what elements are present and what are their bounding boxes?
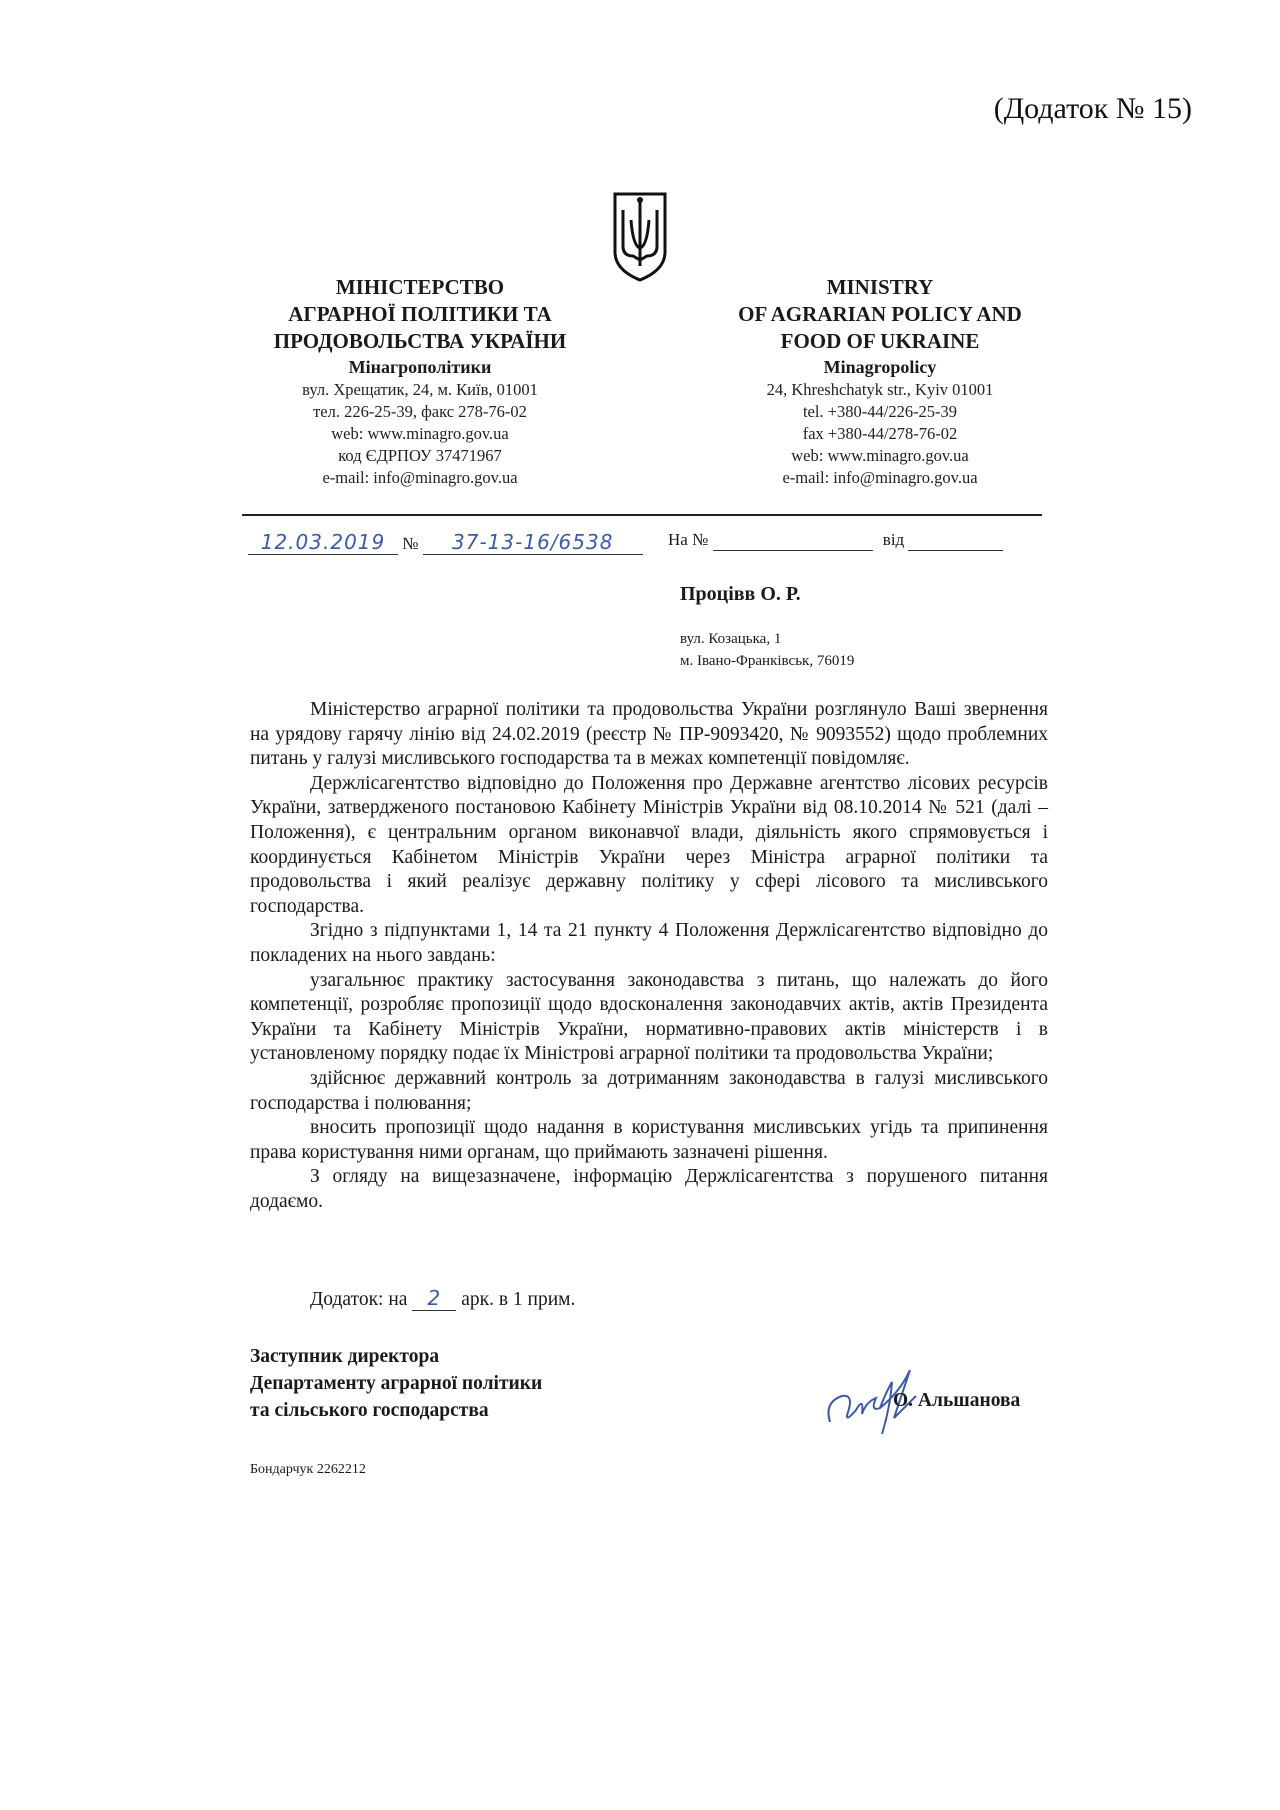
org-short-name: Minagropolicy (823, 357, 937, 377)
letterhead-en (690, 274, 1070, 489)
executor-line: Бондарчук 2262212 (250, 1462, 366, 1477)
body-paragraph: Держлісагентство відповідно до Положення про Державне агентство лісових ресурсів України, затвердженого постановою Кабінету Міністрів України від 08.10.2014 № 521 (далі – Положення), є центральним органом виконавчої влади, діяльність якого спрямовується і координується Кабінетом Міністрів України через Міністра аграрної політики та продовольства і який реалізує державну політику у сфері лісового та мисливського господарства. (250, 772, 1048, 917)
signatory-title (250, 1343, 542, 1424)
contact-line: web: www.minagro.gov.ua (331, 424, 509, 443)
attachment-prefix: Додаток: на (310, 1289, 408, 1310)
attachment-count: 2 (412, 1286, 456, 1311)
contact-line: fax +380-44/278-76-02 (802, 424, 958, 443)
contact-line: код ЄДРПОУ 37471967 (338, 446, 502, 465)
body-paragraph: узагальнює практику застосування законодавства з питань, що належать до його компетенції, розробляє пропозиції щодо вдосконалення законодавчих актів, актів Президента України та Кабінету Міністрів України, нормативно-правових актів міністерств і в установленому порядку подає їх Міністрові аграрної політики та продовольства України; (250, 969, 1048, 1065)
attachment-suffix: арк. в 1 прим. (461, 1289, 576, 1310)
reply-to-blank (713, 530, 873, 551)
attachment-line (310, 1286, 575, 1311)
org-name-line: FOOD OF UKRAINE (780, 329, 980, 353)
contact-line: тел. 226-25-39, факс 278-76-02 (313, 402, 527, 421)
org-name-line: MINISTRY (826, 275, 934, 299)
letterhead-ua (230, 274, 610, 489)
reply-to-label: На № (668, 530, 709, 549)
signatory-name: О. Альшанова (893, 1390, 1021, 1411)
annex-label: (Додаток № 15) (993, 92, 1192, 125)
body-paragraph: Міністерство аграрної політики та продовольства України розглянуло Ваші звернення на урядову гарячу лінію від 24.02.2019 (реєстр № ПР-9093420, № 9093552) щодо проблемних питань у галузі мисливського господарства та в межах компетенції повідомляє. (250, 699, 1048, 770)
ukraine-trident-emblem-icon (611, 190, 669, 282)
contact-line: 24, Khreshchatyk str., Kyiv 01001 (766, 380, 994, 399)
reply-reference (668, 530, 1003, 551)
contact-line: e-mail: info@minagro.gov.ua (782, 468, 978, 487)
signatory-title-line: та сільського господарства (250, 1400, 489, 1421)
outgoing-number: 37-13-16/6538 (423, 530, 643, 555)
contact-line: web: www.minagro.gov.ua (791, 446, 969, 465)
contact-line: tel. +380-44/226-25-39 (802, 402, 958, 421)
org-name-line: АГРАРНОЇ ПОЛІТИКИ ТА (288, 302, 552, 326)
reply-from-blank (908, 530, 1003, 551)
body-paragraph: Згідно з підпунктами 1, 14 та 21 пункту 4 Положення Держлісагентство відповідно до покладених на нього завдань: (250, 920, 1048, 966)
recipient-name: Процівв О. Р. (680, 583, 801, 605)
address-line: вул. Козацька, 1 (680, 631, 782, 647)
contact-line: вул. Хрещатик, 24, м. Київ, 01001 (302, 380, 538, 399)
letter-body (250, 698, 1048, 1214)
outgoing-date: 12.03.2019 (248, 530, 398, 555)
letterhead-divider (242, 514, 1042, 516)
contact-line: e-mail: info@minagro.gov.ua (322, 468, 518, 487)
body-paragraph: вносить пропозиції щодо надання в користування мисливських угідь та припинення права користування ними органам, що приймають зазначені рішення. (250, 1117, 1048, 1163)
number-label: № (402, 534, 419, 553)
org-name-line: ПРОДОВОЛЬСТВА УКРАЇНИ (273, 329, 567, 353)
org-name-line: МІНІСТЕРСТВО (335, 275, 505, 299)
reply-from-label: від (882, 530, 905, 549)
signatory-title-line: Департаменту аграрної політики (250, 1373, 543, 1394)
org-name-line: OF AGRARIAN POLICY AND (738, 302, 1022, 326)
body-paragraph: З огляду на вищезазначене, інформацію Держлісагентства з порушеного питання додаємо. (250, 1166, 1048, 1212)
body-paragraph: здійснює державний контроль за дотриманням законодавства в галузі мисливського господарства і полювання; (250, 1067, 1048, 1114)
address-line: м. Івано-Франківськ, 76019 (680, 653, 855, 669)
outgoing-reference (248, 530, 643, 555)
org-short-name: Мінагрополітики (348, 357, 492, 377)
recipient-address (680, 628, 854, 672)
signatory-title-line: Заступник директора (250, 1346, 440, 1367)
